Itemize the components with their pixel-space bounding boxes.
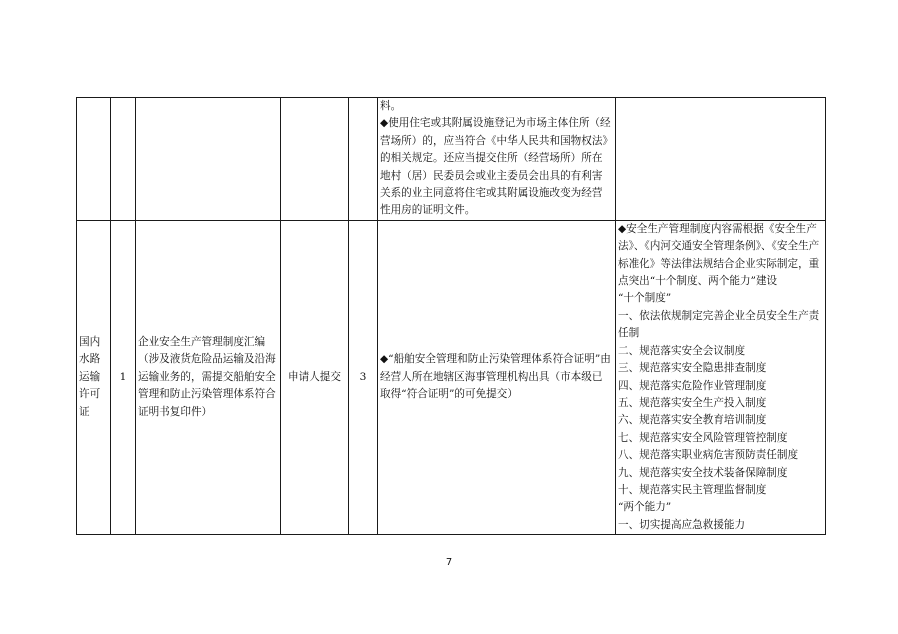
notes-line: ◆安全生产管理制度内容需根据《安全生产法》、《内河交通安全管理条例》、《安全生产标准化》等法律法规结合企业实际制定，重点突出“十个制度、两个能力”建设 [618, 222, 820, 288]
category-cell [77, 98, 111, 221]
remark-line: 料。 [380, 100, 402, 112]
notes-cell [616, 220, 826, 534]
table-row [77, 220, 826, 534]
source-cell [281, 98, 349, 221]
notes-line: 三、规范落实安全隐患排查制度 [618, 362, 767, 375]
notes-line: 十、规范落实民主管理监督制度 [618, 483, 767, 496]
source-cell: 申请人提交 [281, 220, 349, 534]
notes-line: 一、依法依规制定完善企业全员安全生产责任制 [618, 309, 820, 340]
notes-line: 一、切实提高应急救援能力 [618, 518, 746, 531]
notes-line: “两个能力” [618, 501, 672, 514]
notes-line: 七、规范落实安全风险管理管控制度 [618, 431, 788, 444]
material-cell: 企业安全生产管理制度汇编（涉及液货危险品运输及沿海运输业务的，需提交船舶安全管理和防止污染管理体系符合证明书复印件） [136, 220, 281, 534]
notes-line: 五、规范落实安全生产投入制度 [618, 396, 767, 409]
notes-line: “十个制度” [618, 292, 672, 305]
remark-cell: ◆“船舶安全管理和防止污染管理体系符合证明”由经营人所在地辖区海事管理机构出具（市本级已取得“符合证明”的可免提交） [378, 220, 616, 534]
category-cell: 国内水路运输许可证 [77, 220, 111, 534]
remark-line: ◆使用住宅或其附属设施登记为市场主体住所（经营场所）的，应当符合《中华人民共和国物权法》的相关规定。还应当提交住所（经营场所）所在地村（居）民委员会或业主委员会出具的有利害关系的业主同意将住宅或其附属设施改变为经营性用房的证明文件。 [380, 117, 611, 217]
notes-line: 二、规范落实安全会议制度 [618, 344, 746, 357]
material-cell [136, 98, 281, 221]
page-number: 7 [445, 557, 453, 568]
index-cell: 1 [111, 220, 136, 534]
notes-line: 四、规范落实危险作业管理制度 [618, 379, 767, 392]
index-cell [111, 98, 136, 221]
notes-line: 九、规范落实安全技术装备保障制度 [618, 466, 788, 479]
copies-cell [349, 98, 378, 221]
remark-cell [378, 98, 616, 221]
requirements-table [76, 97, 826, 535]
copies-cell: 3 [349, 220, 378, 534]
notes-line: 六、规范落实安全教育培训制度 [618, 414, 767, 427]
notes-cell [616, 98, 826, 221]
notes-line: 八、规范落实职业病危害预防责任制度 [618, 449, 799, 462]
table-row [77, 98, 826, 221]
